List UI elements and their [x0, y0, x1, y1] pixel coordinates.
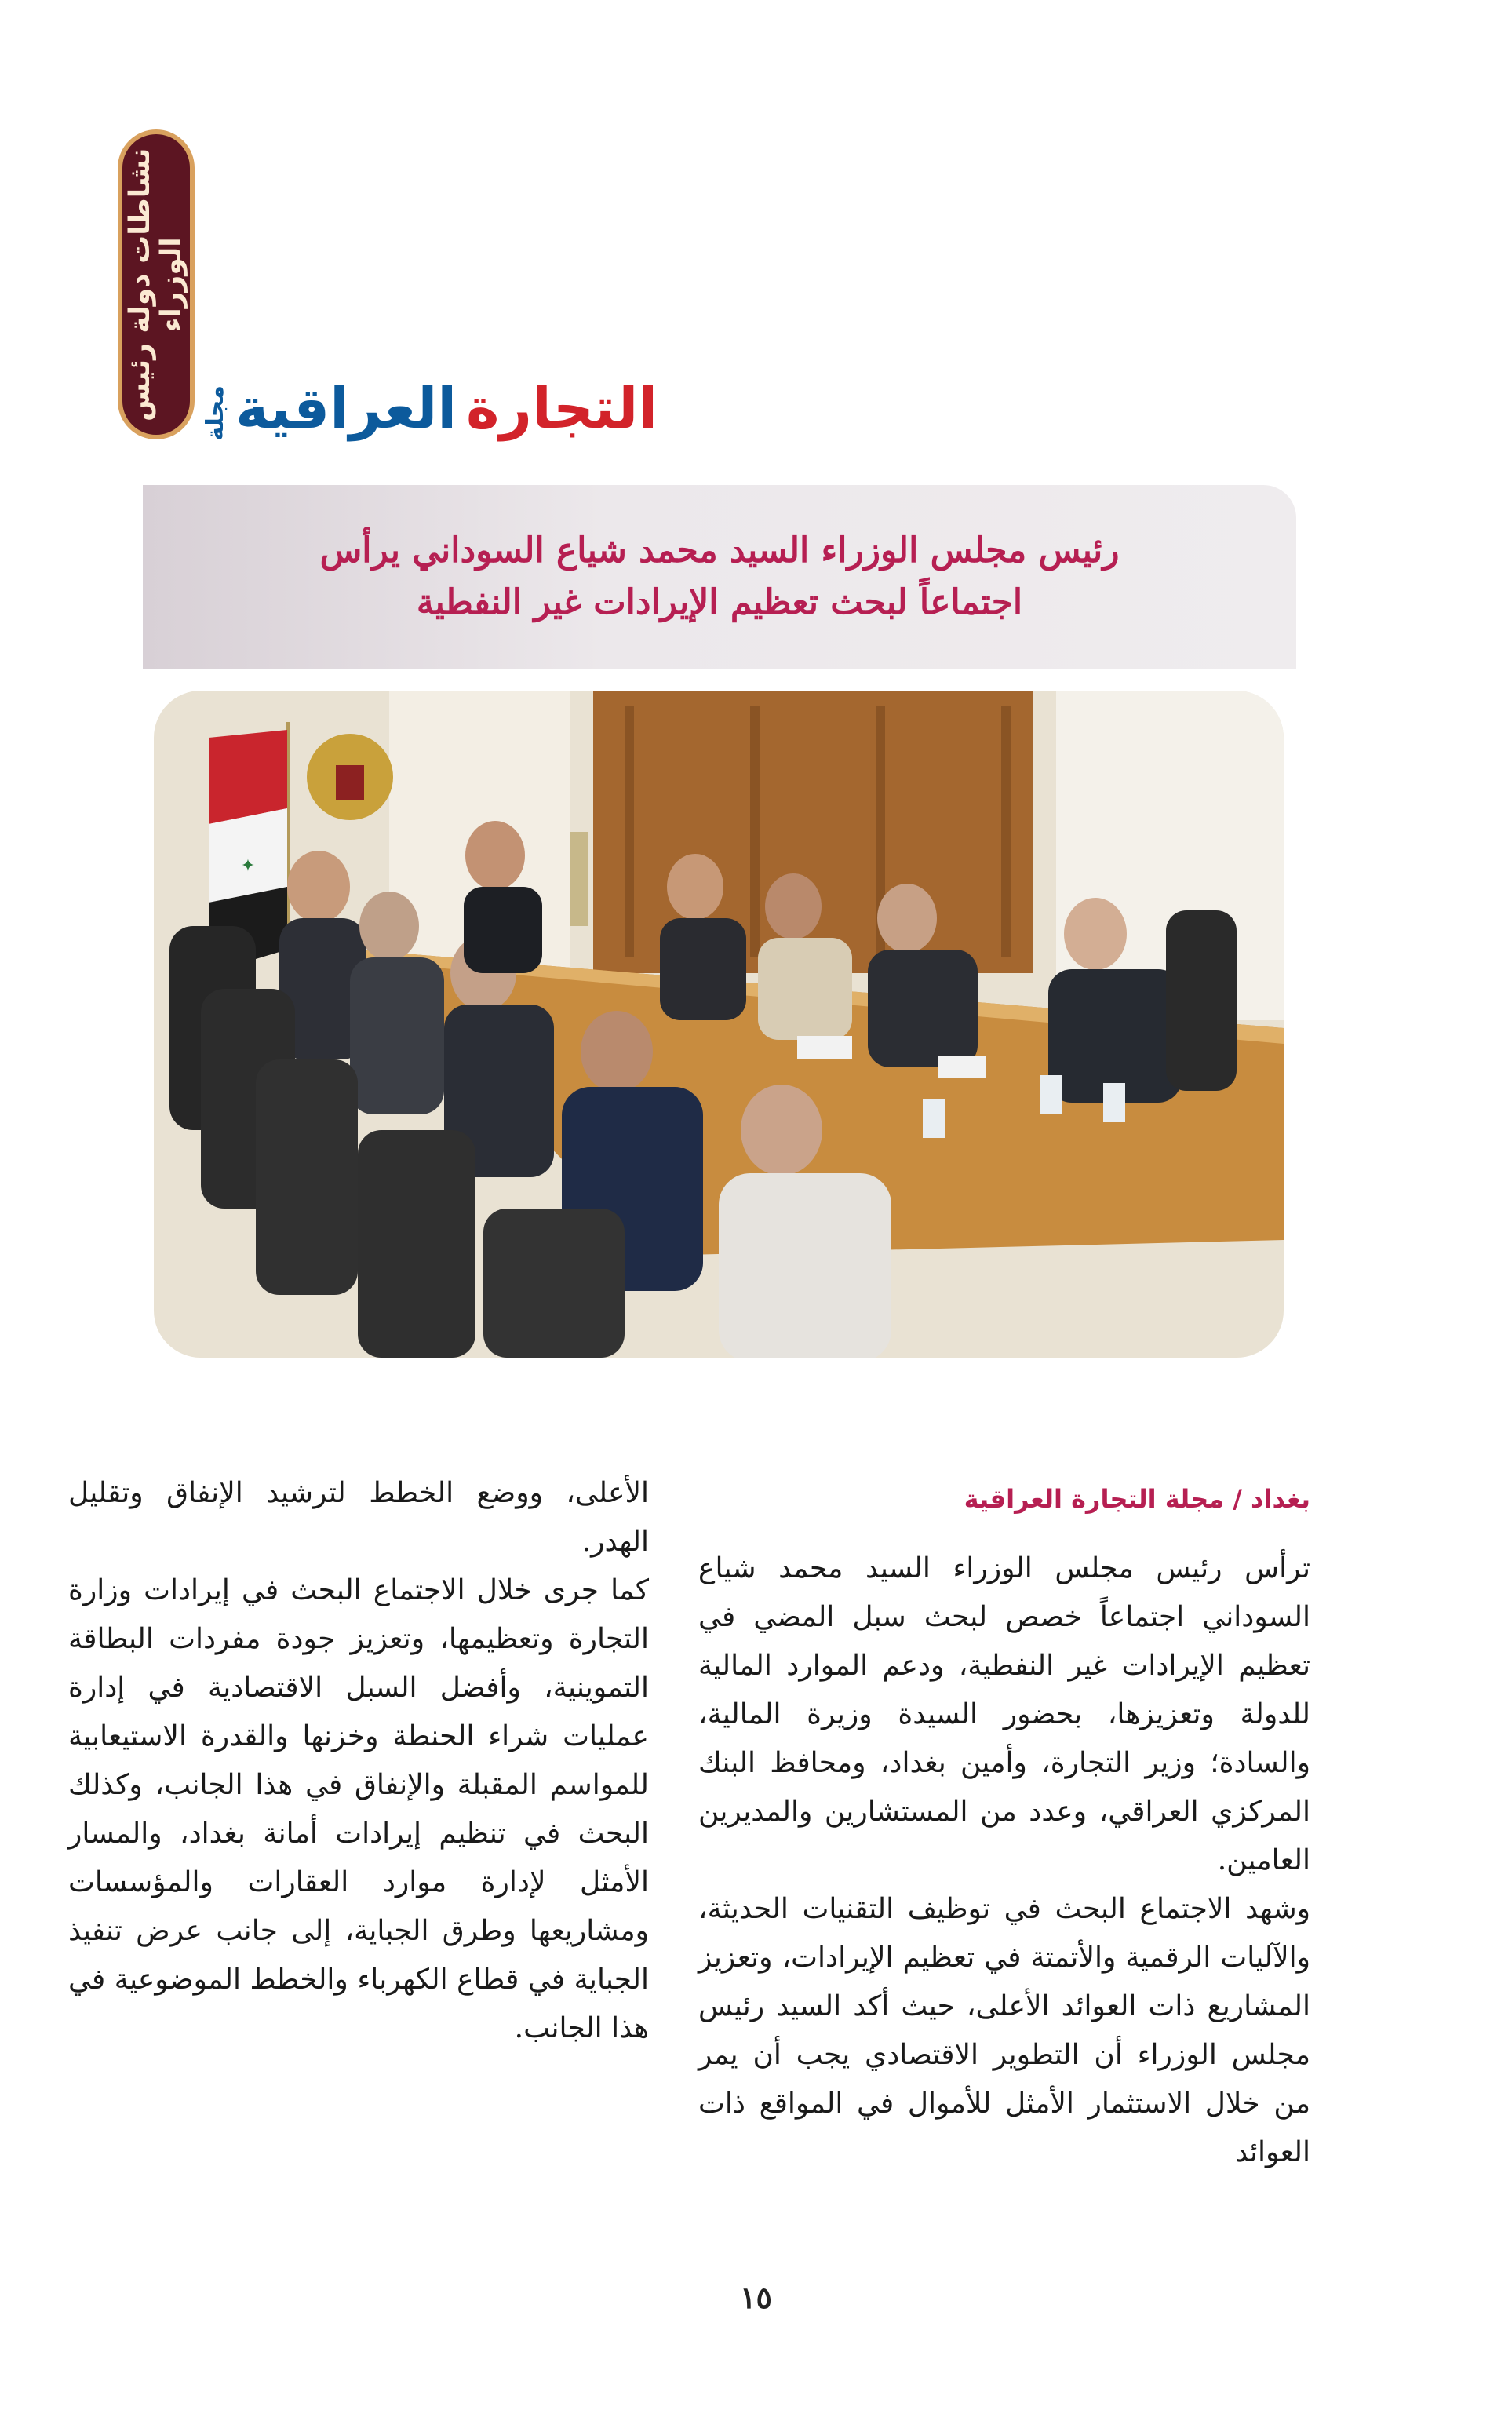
meeting-photo [154, 691, 1284, 1358]
page-number: ١٥ [740, 2280, 772, 2315]
svg-text:✦: ✦ [240, 856, 256, 876]
article-title-line-2: اجتماعاً لبحث تعظيم الإيرادات غير النفطية [416, 582, 1023, 622]
section-tab-label: نشاطات دولة رئيس الوزراء [124, 148, 188, 421]
magazine-logo [202, 361, 658, 447]
logo-small-label: مجلة [202, 385, 229, 441]
article-paragraph: ترأس رئيس مجلس الوزراء السيد محمد شياع السوداني اجتماعاً خصص لبحث سبل المضي في تعظيم الإيرادات غير النفطية، ودعم الموارد المالية للدولة وتعزيزها، بحضور السيدة وزيرة المالية، والسادة؛ وزير التجارة، وأمين بغداد، ومحافظ البنك المركزي العراقي، وعدد من المستشارين والمديرين العامين. [698, 1552, 1310, 1876]
article-title-band [143, 485, 1296, 669]
logo-word-blue: العراقية [235, 375, 457, 441]
section-tab [118, 129, 195, 439]
article-paragraph: كما جرى خلال الاجتماع البحث في إيرادات وزارة التجارة وتعظيمها، وتعزيز جودة مفردات البطاقة التموينية، وأفضل السبل الاقتصادية في إدارة عمليات شراء الحنطة وخزنها والقدرة الاستيعابية للمواسم المقبلة والإنفاق في هذا الجانب، وكذلك البحث في تنظيم إيرادات أمانة بغداد، والمسار الأمثل لإدارة موارد العقارات والمؤسسات ومشاريعها وطرق الجباية، إلى جانب عرض تنفيذ الجباية في قطاع الكهرباء والخطط الموضوعية في هذا الجانب. [68, 1574, 649, 2044]
logo-wordmark [235, 369, 658, 447]
article-paragraph: وشهد الاجتماع البحث في توظيف التقنيات الحديثة، والآليات الرقمية والأتمتة في تعظيم الإيرادات، وتعزيز المشاريع ذات العوائد الأعلى، حيث أكد السيد رئيس مجلس الوزراء أن التطوير الاقتصادي يجب أن يمر من خلال الاستثمار الأمثل للأموال في المواقع ذات العوائد [698, 1893, 1310, 2168]
logo-word-red: التجارة [466, 375, 658, 441]
article-title-line-1: رئيس مجلس الوزراء السيد محمد شياع السوداني يرأس [319, 531, 1120, 571]
article-column-right [698, 1475, 1310, 2177]
article-paragraph: الأعلى، ووضع الخطط لترشيد الإنفاق وتقليل الهدر. [68, 1477, 649, 1558]
meeting-photo-icon [154, 691, 1284, 1358]
article-byline: بغداد / مجلة التجارة العراقية [964, 1484, 1310, 1514]
article-column-left [68, 1469, 649, 2053]
